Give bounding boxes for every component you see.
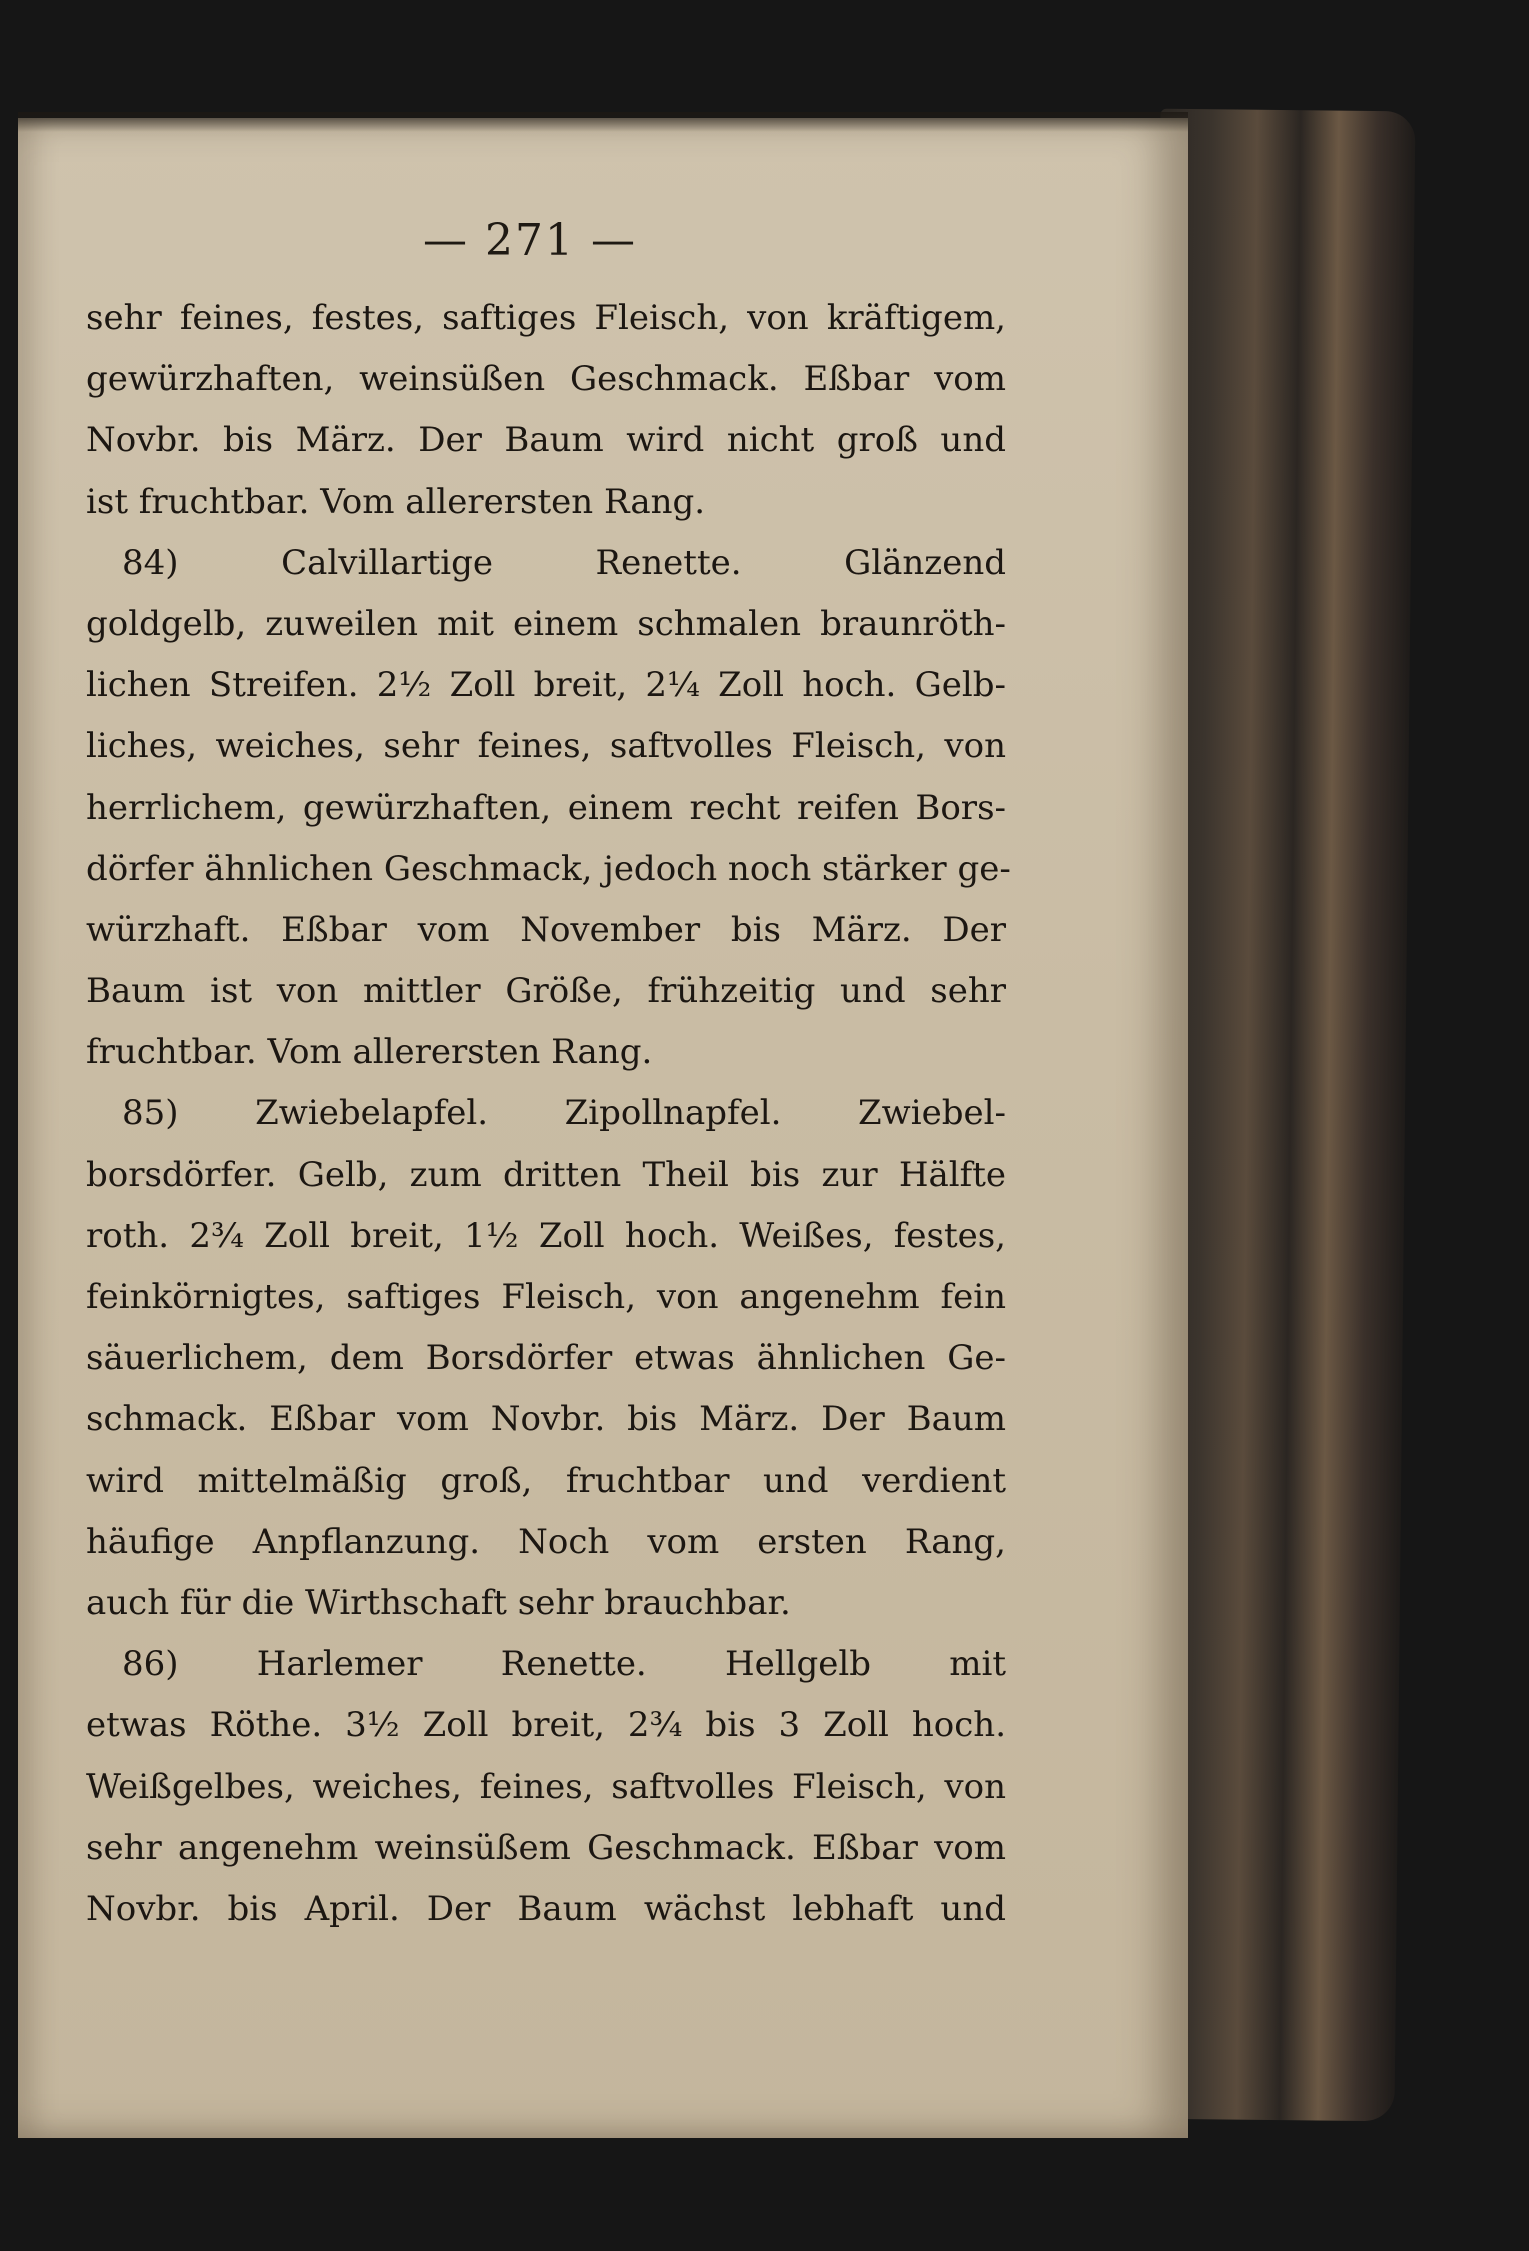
text-line: säuerlichem, dem Borsdörfer etwas ähnlichen Ge- bbox=[86, 1338, 1006, 1379]
page-body-text bbox=[86, 288, 1011, 1940]
text-line: roth. 2¾ Zoll breit, 1½ Zoll hoch. Weißes, festes, bbox=[86, 1215, 1006, 1256]
text-line: dörfer ähnlichen Geschmack, jedoch noch stärker ge- bbox=[86, 848, 1011, 889]
text-line: Weißgelbes, weiches, feines, saftvolles Fleisch, von bbox=[86, 1766, 1006, 1807]
text-line: sehr feines, festes, saftiges Fleisch, von kräftigem, bbox=[86, 298, 1006, 338]
text-line: 86) Harlemer Renette. Hellgelb mit bbox=[122, 1644, 1006, 1685]
text-line: borsdörfer. Gelb, zum dritten Theil bis zur Hälfte bbox=[86, 1154, 1006, 1195]
text-line: lichen Streifen. 2½ Zoll breit, 2¼ Zoll hoch. Gelb- bbox=[86, 665, 1006, 706]
text-line: auch für die Wirthschaft sehr brauchbar. bbox=[86, 1582, 791, 1623]
text-line: herrlichem, gewürzhaften, einem recht reifen Bors- bbox=[86, 787, 1006, 828]
text-line: fruchtbar. Vom allerersten Rang. bbox=[86, 1032, 653, 1073]
text-line: Novbr. bis April. Der Baum wächst lebhaft und bbox=[86, 1888, 1006, 1929]
text-line: schmack. Eßbar vom Novbr. bis März. Der Baum bbox=[86, 1399, 1006, 1440]
text-line: würzhaft. Eßbar vom November bis März. Der bbox=[86, 909, 1006, 950]
text-line: sehr angenehm weinsüßem Geschmack. Eßbar vom bbox=[86, 1827, 1006, 1868]
text-line: häufige Anpflanzung. Noch vom ersten Rang, bbox=[86, 1521, 1006, 1562]
page-top-shadow bbox=[18, 112, 1188, 132]
text-line: 85) Zwiebelapfel. Zipollnapfel. Zwiebel- bbox=[122, 1093, 1006, 1134]
text-line: etwas Röthe. 3½ Zoll breit, 2¾ bis 3 Zoll hoch. bbox=[86, 1705, 1006, 1746]
text-line: goldgelb, zuweilen mit einem schmalen braunröth- bbox=[86, 603, 1006, 644]
text-line: 84) Calvillartige Renette. Glänzend bbox=[122, 542, 1006, 583]
text-line: wird mittelmäßig groß, fruchtbar und verdient bbox=[86, 1460, 1006, 1501]
text-line: Novbr. bis März. Der Baum wird nicht groß und bbox=[86, 420, 1006, 461]
text-line: Baum ist von mittler Größe, frühzeitig und sehr bbox=[86, 971, 1006, 1012]
text-line: liches, weiches, sehr feines, saftvolles Fleisch, von bbox=[86, 726, 1006, 767]
text-line: gewürzhaften, weinsüßen Geschmack. Eßbar vom bbox=[86, 359, 1006, 400]
text-line: feinkörnigtes, saftiges Fleisch, von angenehm fein bbox=[86, 1277, 1006, 1317]
text-line: ist fruchtbar. Vom allerersten Rang. bbox=[86, 481, 706, 522]
page-number: — 271 — bbox=[423, 215, 637, 266]
